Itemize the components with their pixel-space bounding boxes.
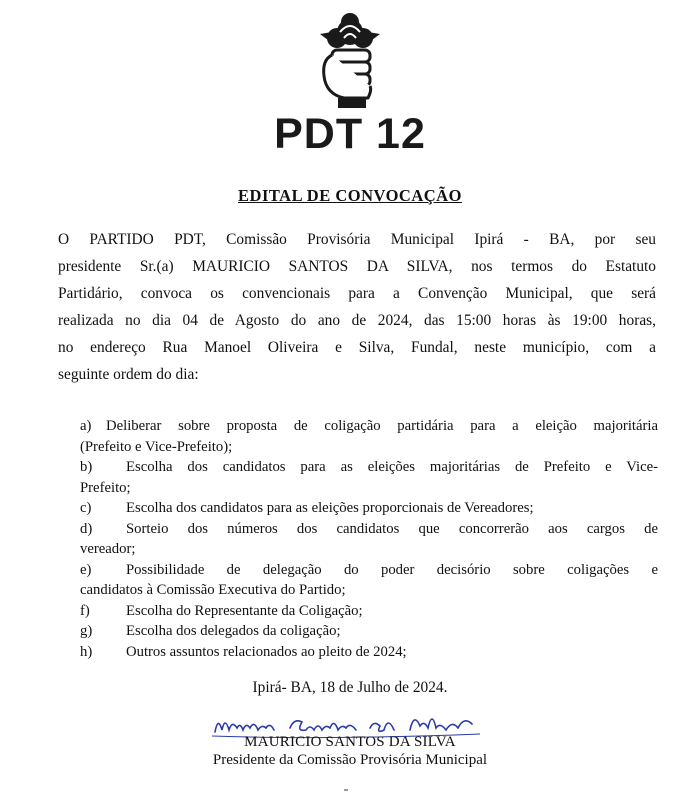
item-text: Possibilidade de delegação do poder decisório sobre coligações e: [126, 561, 658, 578]
item-letter: d): [80, 520, 93, 537]
rose-fist-icon: [310, 10, 390, 110]
item-text: Escolha dos candidatos para as eleições majoritárias de Prefeito e Vice-: [126, 459, 658, 475]
list-item: [80, 560, 658, 601]
item-continuation: Prefeito;: [80, 479, 131, 496]
item-text: Escolha do Representante da Coligação;: [126, 602, 363, 619]
item-text: Deliberar sobre proposta de coligação partidária para a eleição majoritária: [106, 418, 658, 434]
item-letter: e): [80, 561, 92, 578]
intro-line: realizada no dia 04 de Agosto do ano de 2024, das 15:00 horas às 19:00 horas,: [58, 312, 656, 329]
item-letter: h): [80, 643, 93, 660]
item-letter: f): [80, 602, 90, 619]
item-continuation: vereador;: [80, 541, 136, 557]
item-letter: a): [80, 418, 92, 434]
item-text: Sorteio dos números dos candidatos que concorrerão aos cargos de: [126, 520, 658, 537]
intro-line: no endereço Rua Manoel Oliveira e Silva, Fundal, neste município, com a: [58, 339, 656, 356]
intro-paragraph: [58, 226, 656, 388]
party-name: PDT 12: [274, 110, 426, 158]
party-logo: [0, 10, 700, 160]
list-item: [80, 601, 658, 622]
signer-name: MAURICIO SANTOS DA SILVA: [244, 734, 456, 750]
item-continuation: candidatos à Comissão Executiva do Partido;: [80, 582, 346, 598]
list-item: [80, 519, 658, 560]
list-item: [80, 621, 658, 642]
item-text: Escolha dos candidatos para as eleições proporcionais de Vereadores;: [126, 500, 534, 516]
list-item: [80, 457, 658, 498]
item-letter: b): [80, 459, 93, 475]
intro-line: seguinte ordem do dia:: [58, 366, 199, 383]
item-letter: c): [80, 500, 92, 516]
document-title: EDITAL DE CONVOCAÇÃO: [238, 186, 462, 205]
list-item: [80, 642, 658, 663]
scan-speck: [344, 789, 348, 791]
item-text: Escolha dos delegados da coligação;: [126, 623, 341, 639]
place-and-date: Ipirá- BA, 18 de Julho de 2024.: [252, 679, 448, 696]
intro-line: presidente Sr.(a) MAURICIO SANTOS DA SILVA, nos termos do Estatuto: [58, 258, 656, 275]
intro-line: Partidário, convoca os convencionais para a Convenção Municipal, que será: [58, 285, 656, 302]
list-item: [80, 498, 658, 519]
intro-line: O PARTIDO PDT, Comissão Provisória Municipal Ipirá - BA, por seu: [58, 231, 656, 248]
item-text: Outros assuntos relacionados ao pleito de 2024;: [126, 643, 407, 660]
item-continuation: (Prefeito e Vice-Prefeito);: [80, 438, 233, 455]
agenda-list: [80, 416, 658, 662]
signer-role: Presidente da Comissão Provisória Municipal: [212, 752, 488, 768]
list-item: [80, 416, 658, 457]
item-letter: g): [80, 623, 93, 639]
